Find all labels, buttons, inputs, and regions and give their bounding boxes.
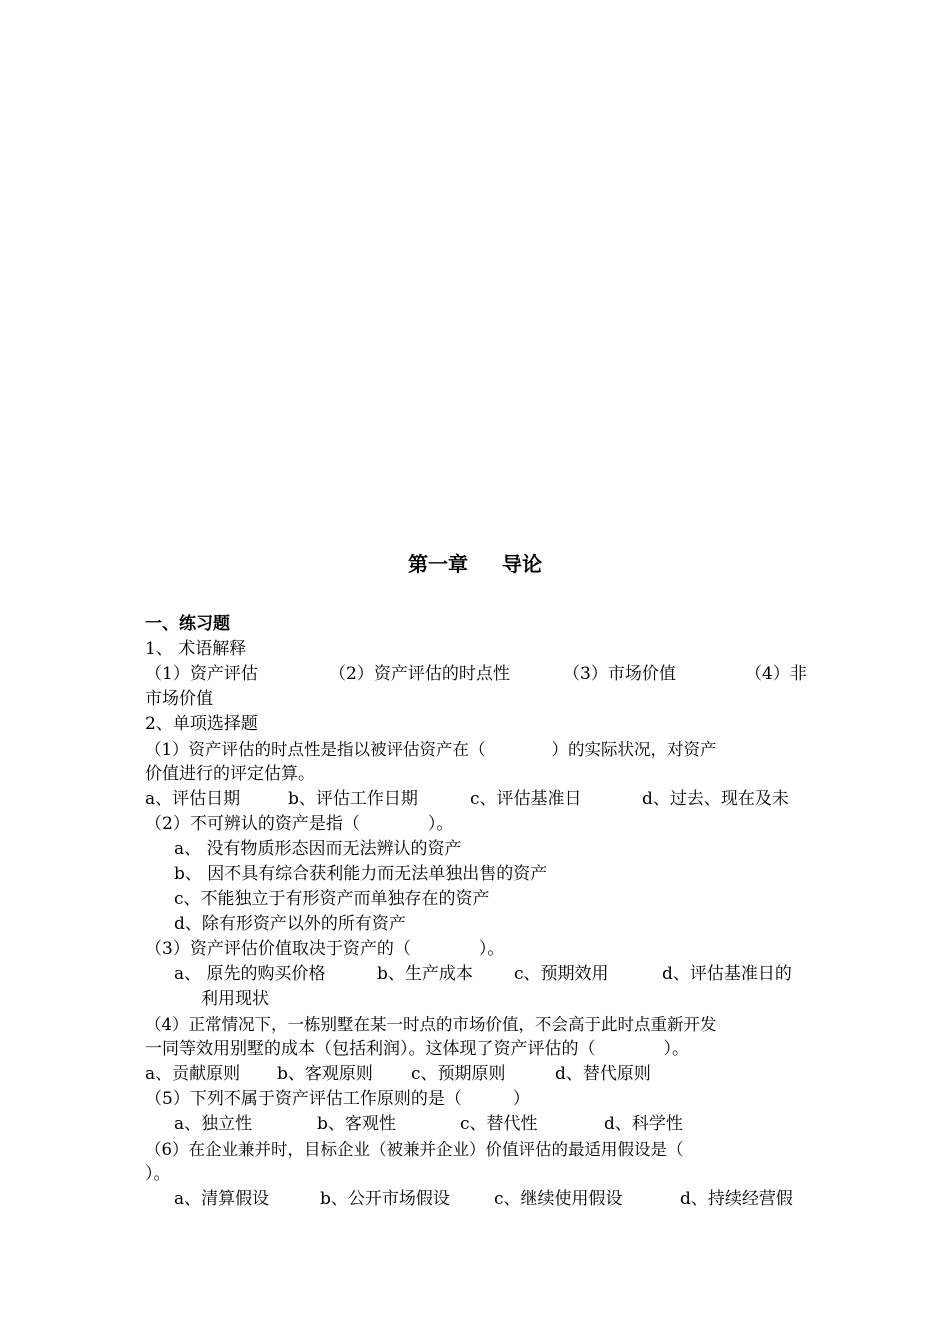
chapter-number: 第一章 [408, 552, 468, 576]
q2-s6-option-b: b、公开市场假设 [320, 1189, 450, 1209]
q2-s5-stem: （5）下列不属于资产评估工作原则的是（ ） [145, 1089, 530, 1109]
q2-s4-stem-line1: （4）正常情况下，一栋别墅在某一时点的市场价值，不会高于此时点重新开发 [145, 1015, 717, 1034]
q2-s1-option-b: b、评估工作日期 [288, 789, 418, 809]
q2-s4-option-c: c、预期原则 [411, 1064, 506, 1084]
q2-s2-option-b: b、 因不具有综合获利能力而无法单独出售的资产 [174, 864, 548, 884]
term-2: （2）资产评估的时点性 [329, 664, 510, 684]
chapter-title [0, 548, 950, 577]
q2-s3-option-c: c、预期效用 [514, 964, 609, 984]
q2-s4-options [145, 1062, 805, 1087]
term-4: （4）非 [745, 664, 807, 684]
section-heading: 一、练习题 [145, 614, 230, 634]
q2-s1-option-c: c、评估基准日 [470, 789, 582, 809]
q1-terms-cont: 市场价值 [145, 689, 213, 709]
q2-s4-option-a: a、贡献原则 [145, 1064, 241, 1084]
q1-terms-line [145, 662, 805, 687]
q2-s5-options [174, 1112, 806, 1137]
q2-s3-option-d: d、评估基准日的 [662, 964, 792, 984]
q1-heading: 1、 术语解释 [145, 639, 247, 659]
q2-s5-option-a: a、独立性 [174, 1114, 253, 1134]
q2-s2-option-c: c、不能独立于有形资产而单独存在的资产 [174, 889, 490, 909]
q2-s5-option-b: b、客观性 [317, 1114, 396, 1134]
q2-s3-stem: （3）资产评估价值取决于资产的（ ）。 [145, 939, 505, 959]
q2-s1-stem-line1: （1）资产评估的时点性是指以被评估资产在（ ）的实际状况，对资产 [145, 740, 717, 759]
q2-s5-option-d: d、科学性 [604, 1114, 683, 1134]
q2-s3-option-d-cont: 利用现状 [201, 989, 269, 1009]
q2-s1-options [145, 787, 805, 812]
q2-heading: 2、单项选择题 [145, 714, 258, 734]
q2-s6-option-d: d、持续经营假 [680, 1189, 793, 1209]
q2-s6-stem-line2: ）。 [145, 1164, 171, 1184]
q2-s6-option-c: c、继续使用假设 [494, 1189, 623, 1209]
q2-s4-option-d: d、替代原则 [555, 1064, 651, 1084]
term-1: （1）资产评估 [145, 664, 258, 684]
q2-s2-option-a: a、 没有物质形态因而无法辨认的资产 [174, 839, 462, 859]
q2-s2-option-d: d、除有形资产以外的所有资产 [174, 914, 406, 934]
q2-s5-option-c: c、替代性 [460, 1114, 538, 1134]
q2-s6-option-a: a、清算假设 [174, 1189, 270, 1209]
q2-s3-options [174, 962, 806, 987]
q2-s3-option-a: a、 原先的购买价格 [174, 964, 326, 984]
q2-s1-option-d: d、过去、现在及未 [642, 789, 789, 809]
term-3: （3）市场价值 [563, 664, 676, 684]
q2-s6-stem-line1: （6）在企业兼并时，目标企业（被兼并企业）价值评估的最适用假设是（ [145, 1140, 684, 1159]
chapter-name: 导论 [502, 552, 542, 576]
q2-s4-stem-line2: 一同等效用别墅的成本（包括利润）。这体现了资产评估的（ ）。 [145, 1039, 689, 1059]
q2-s1-option-a: a、评估日期 [145, 789, 241, 809]
q2-s4-option-b: b、客观原则 [277, 1064, 373, 1084]
q2-s3-option-b: b、生产成本 [377, 964, 473, 984]
q2-s1-stem-line2: 价值进行的评定估算。 [145, 764, 315, 784]
q2-s6-options [174, 1187, 806, 1212]
q2-s2-stem: （2）不可辨认的资产是指（ ）。 [145, 814, 454, 834]
